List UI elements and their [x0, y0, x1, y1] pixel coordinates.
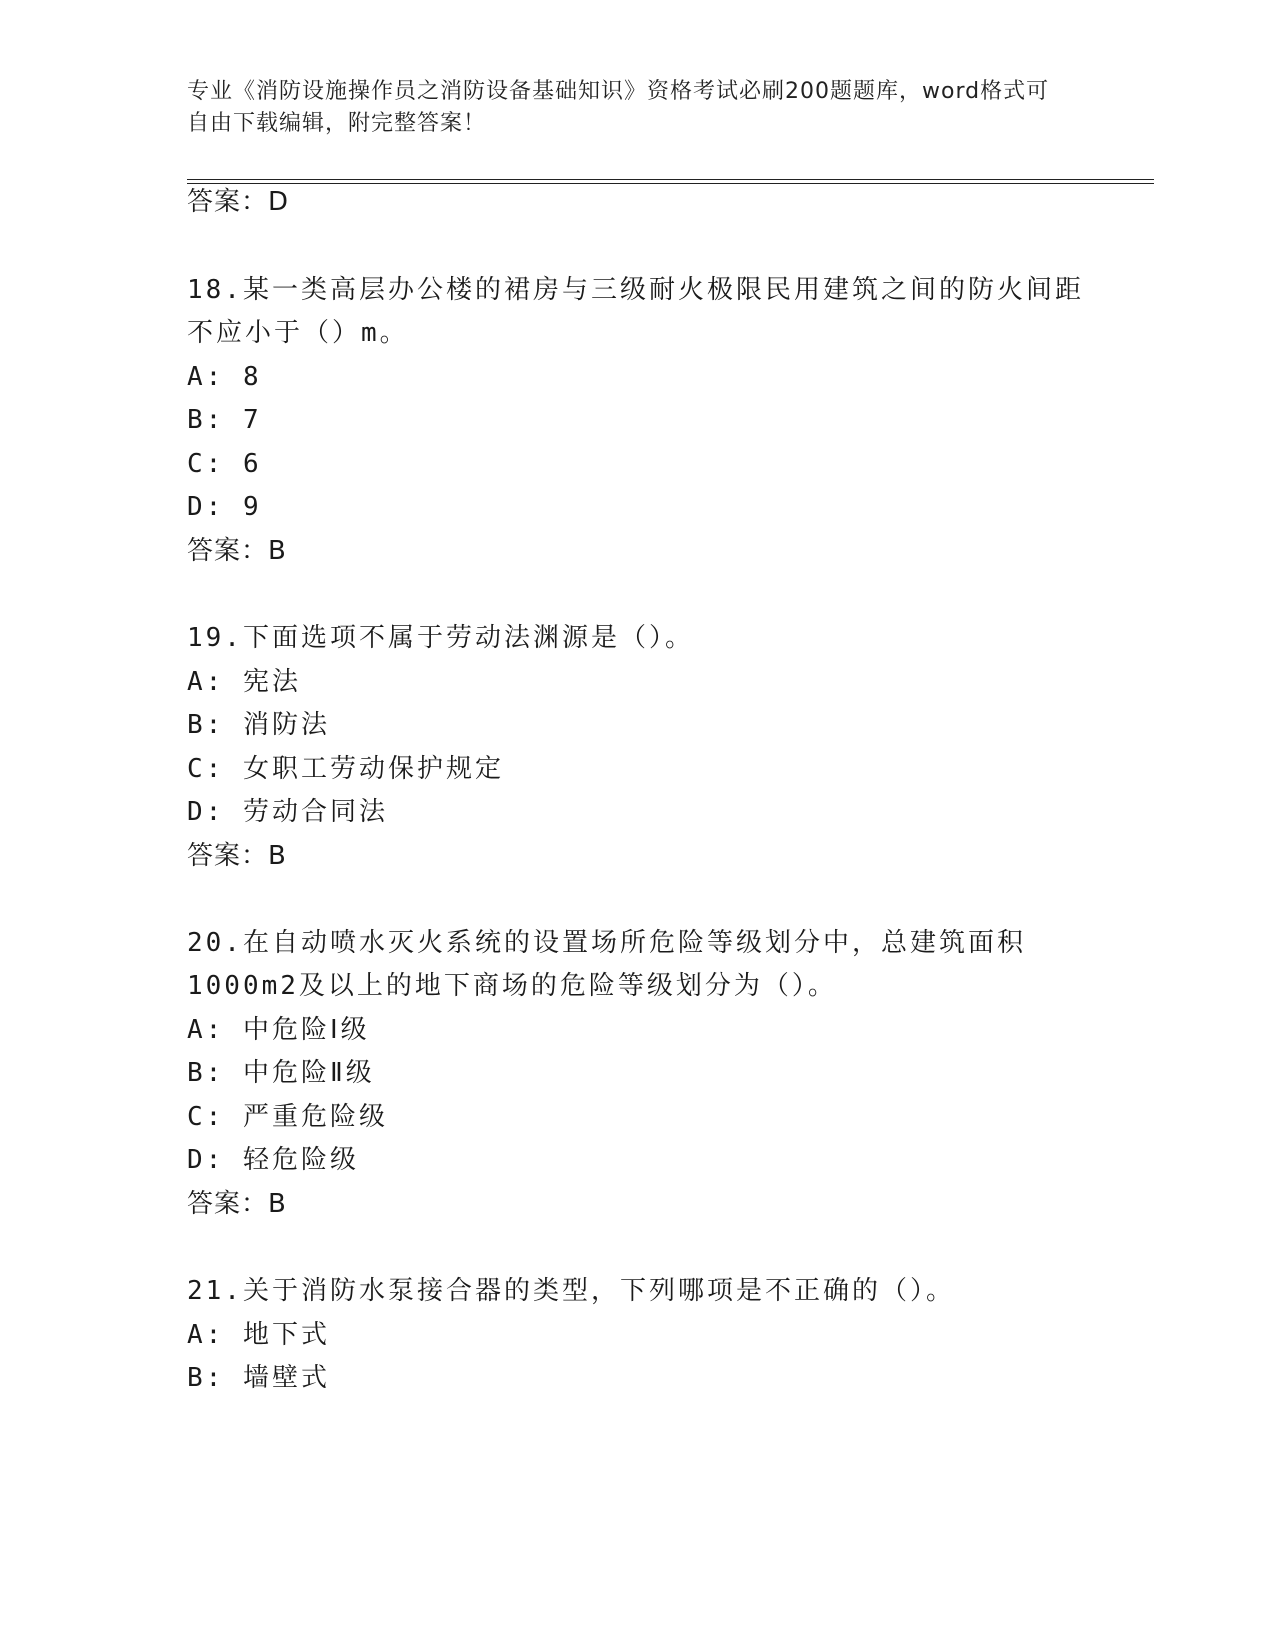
question-20-option-d: D: 轻危险级	[187, 1145, 359, 1175]
question-20-answer: 答案：B	[187, 1189, 287, 1219]
question-19-option-a: A: 宪法	[187, 667, 301, 697]
question-20-option-a: A: 中危险Ⅰ级	[187, 1015, 370, 1045]
question-21-text-line-1: 21.关于消防水泵接合器的类型，下列哪项是不正确的（）。	[187, 1276, 955, 1306]
question-20-text-line-2: 1000m2及以上的地下商场的危险等级划分为（）。	[187, 971, 837, 1001]
question-20-text-line-1: 20.在自动喷水灭火系统的设置场所危险等级划分中，总建筑面积	[187, 928, 1026, 958]
question-20-option-c: C: 严重危险级	[187, 1102, 388, 1132]
question-18-option-a: A: 8	[187, 362, 262, 392]
question-18-option-b: B: 7	[187, 405, 262, 435]
question-18-text-line-2: 不应小于（）m。	[187, 318, 409, 348]
question-18-option-d: D: 9	[187, 492, 262, 522]
question-20-option-b: B: 中危险Ⅱ级	[187, 1058, 375, 1088]
document-header: 专业《消防设施操作员之消防设备基础知识》资格考试必刷200题题库，word格式可自由下载编辑，附完整答案！	[187, 79, 1050, 136]
question-19-answer: 答案：B	[187, 841, 287, 871]
header-rule-bottom	[187, 183, 1154, 184]
question-19-option-d: D: 劳动合同法	[187, 797, 388, 827]
question-21-option-b: B: 墙壁式	[187, 1363, 330, 1393]
question-19-option-b: B: 消防法	[187, 710, 330, 740]
question-19-text-line-1: 19.下面选项不属于劳动法渊源是（）。	[187, 623, 694, 653]
answer-label: 答案：D	[187, 187, 290, 217]
question-18-text-line-1: 18.某一类高层办公楼的裙房与三级耐火极限民用建筑之间的防火间距	[187, 275, 1084, 305]
question-19-option-c: C: 女职工劳动保护规定	[187, 754, 504, 784]
question-18-answer: 答案：B	[187, 536, 287, 566]
question-21-option-a: A: 地下式	[187, 1320, 330, 1350]
question-18-option-c: C: 6	[187, 449, 262, 479]
header-rule-top	[187, 179, 1154, 180]
